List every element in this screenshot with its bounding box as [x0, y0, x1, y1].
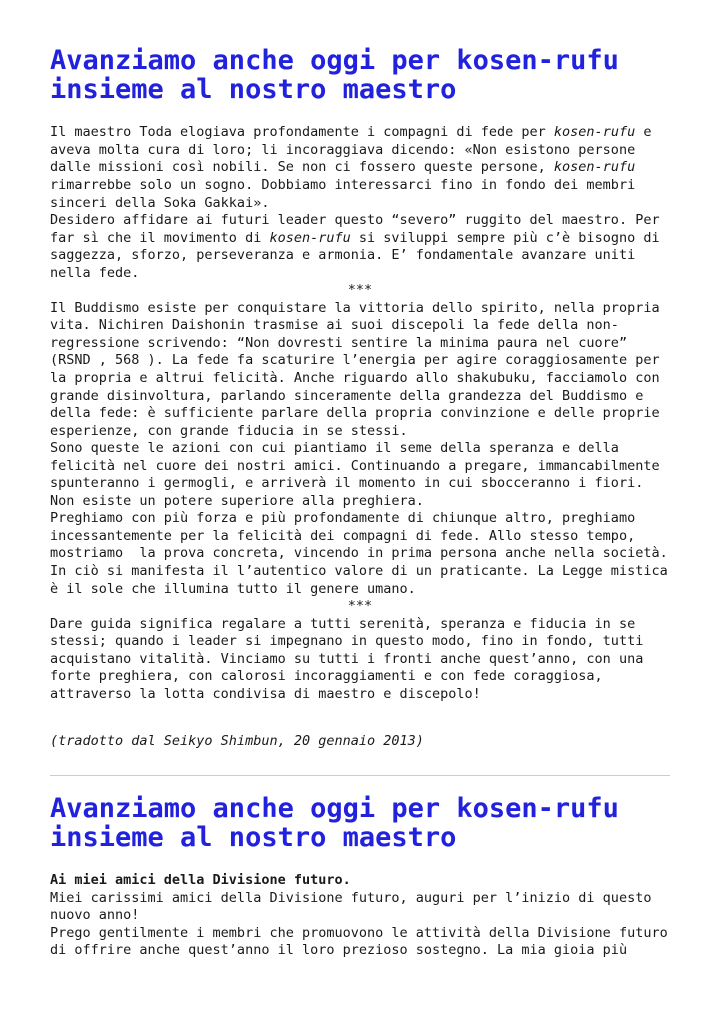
text-run: si sviluppi sempre più c’è bisogno di saggezza, sforzo, perseveranza e armonia. E’ fondamentale avanzare uniti nella fede.	[50, 229, 668, 281]
text-run: Preghiamo con più forza e più profondamente di chiunque altro, preghiamo incessantemente per la felicità dei compagni di fede. Allo stesso tempo, mostriamo la prova concreta, vincendo in prima persona anche nella società. In ciò si manifesta il l’autentico valore di un praticante. La Legge mistica è il sole che illumina tutto il genere umano.	[50, 510, 676, 597]
article2-title: Avanziamo anche oggi per kosen-rufu insieme al nostro maestro	[50, 792, 619, 854]
text-run: Desidero affidare ai futuri leader questo “severo” ruggito del maestro. Per far sì che il movimento di	[50, 212, 668, 246]
asterisk-separator: ***	[347, 282, 373, 299]
article1-title: Avanziamo anche oggi per kosen-rufu insieme al nostro maestro	[50, 45, 619, 106]
body-paragraph: Prego gentilmente i membri che promuovono le attività della Divisione futuro di offrire anche quest’anno il loro prezioso sostegno. La mia gioia più	[50, 924, 676, 959]
body-paragraph: Miei carissimi amici della Divisione futuro, auguri per l’inizio di questo nuovo anno!	[50, 889, 660, 924]
text-run: Sono queste le azioni con cui piantiamo il seme della speranza e della felicità nel cuore dei nostri amici. Continuando a pregare, immancabilmente spunteranno i germogli, e arriverà il momento in cui sbocceranno i fiori. Non esiste un potere superiore alla preghiera.	[50, 440, 668, 509]
text-run: e aveva molta cura di loro; li incoraggiava dicendo: «Non esistono persone dalle missioni così nobili. Se non ci fossero queste persone,	[50, 124, 660, 176]
body-paragraph	[50, 300, 670, 440]
source-note: (tradotto dal Seikyo Shimbun, 20 gennaio 2013)	[50, 733, 424, 750]
text-run: Il maestro Toda elogiava profondamente i compagni di fede per	[50, 124, 554, 141]
text-run: Il Buddismo esiste per conquistare la vittoria dello spirito, nella propria vita. Nichiren Daishonin trasmise ai suoi discepoli la fede della non-regressione scrivendo: “Non dovresti sentire la minima paura nel cuore” (RSND , 568 ). La fede fa scaturire l’energia per agire coraggiosamente per la propria e altrui felicità. Anche riguardo allo shakubuku, facciamolo con grande disinvoltura, parlando sinceramente della grandezza del Buddismo e della fede: è sufficiente parlare della propria convinzione e delle proprie esperienze, con grande fiducia in se stessi.	[50, 299, 668, 439]
section-divider	[50, 775, 670, 776]
text-run: rimarrebbe solo un sogno. Dobbiamo interessarci fino in fondo dei membri sinceri della Soka Gakkai».	[50, 159, 644, 211]
text-run: Dare guida significa regalare a tutti serenità, speranza e fiducia in se stessi; quando i leader si impegnano in questo modo, fino in fondo, tutti acquistano vitalità. Vinciamo su tutti i fronti anche quest’anno, con una forte preghiera, con calorosi incoraggiamenti e con fede coraggiosa, attraverso la lotta condivisa di maestro e discepolo!	[50, 615, 652, 702]
italic-text-run: kosen-rufu	[553, 159, 636, 176]
body-paragraph	[50, 124, 670, 212]
asterisk-separator: ***	[347, 598, 373, 615]
body-paragraph	[50, 212, 670, 282]
salutation-line: Ai miei amici della Divisione futuro.	[50, 872, 351, 889]
italic-text-run: kosen-rufu	[269, 229, 351, 246]
body-paragraph	[50, 616, 670, 704]
italic-text-run: kosen-rufu	[553, 124, 636, 141]
body-paragraph	[50, 510, 676, 598]
body-paragraph	[50, 440, 670, 510]
